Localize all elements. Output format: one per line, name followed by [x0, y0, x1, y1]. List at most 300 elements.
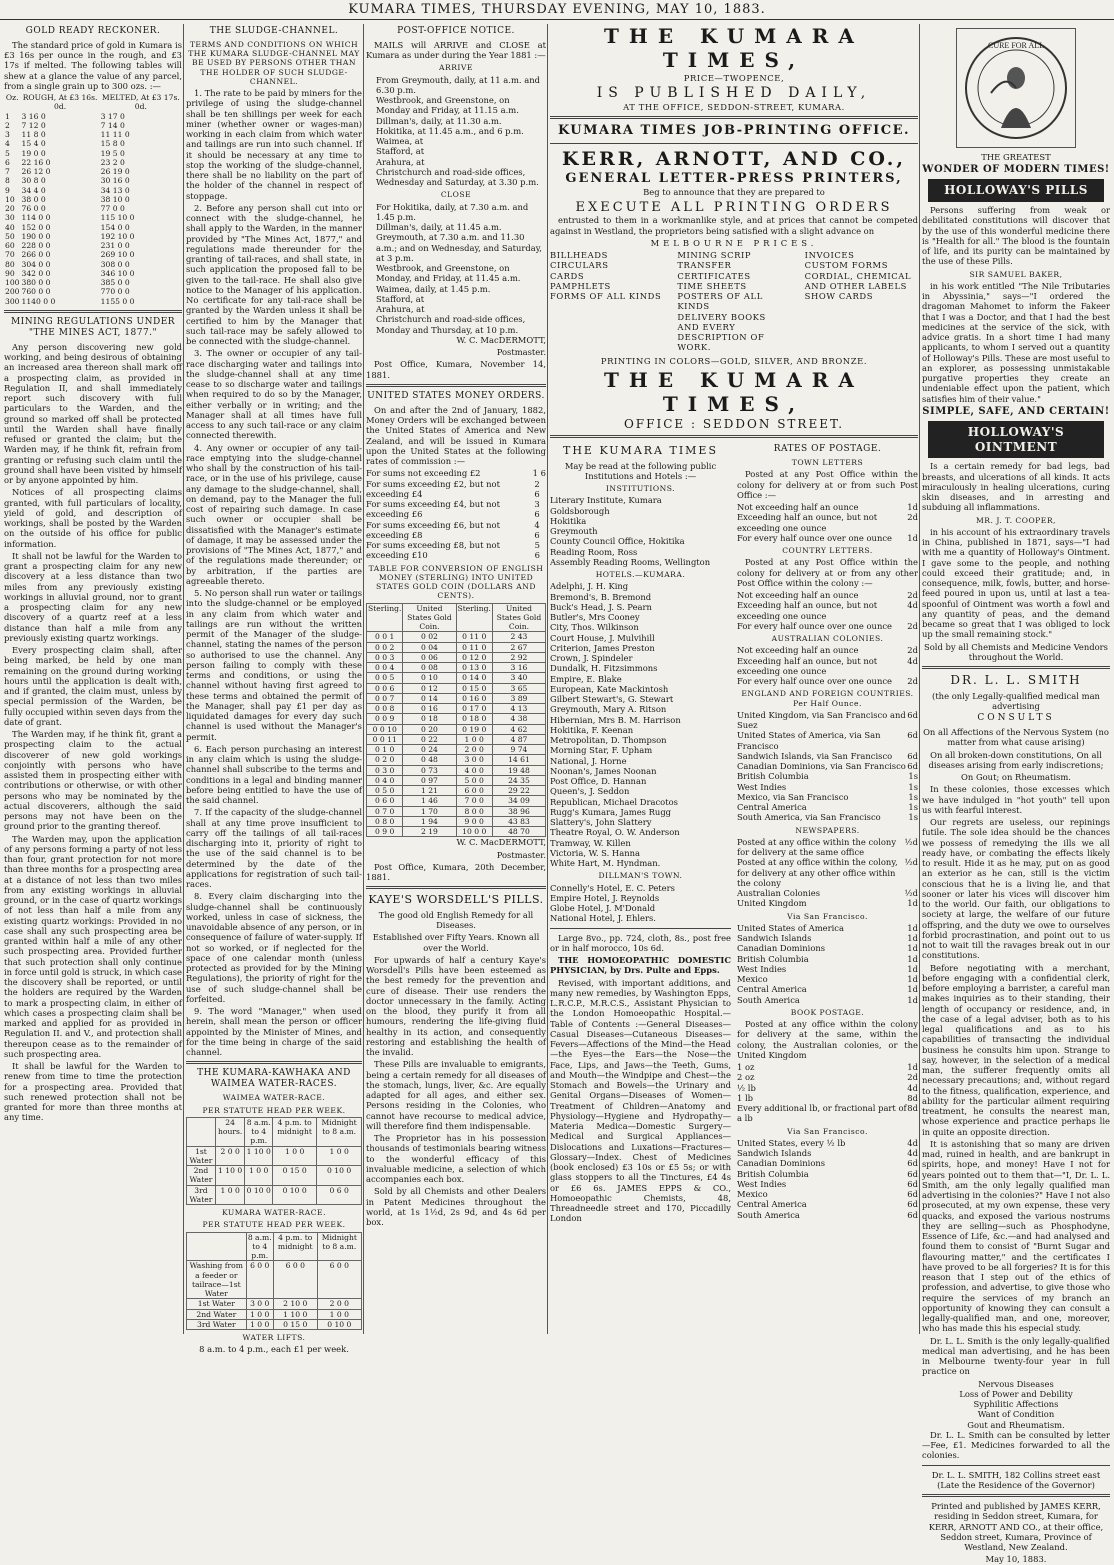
- aus-rate-value: 2d: [907, 676, 918, 687]
- conversion-row-cell: 0 0 2: [367, 642, 403, 652]
- town-rate-value: 2d: [907, 512, 918, 523]
- gold-row-cell: 9: [5, 185, 10, 195]
- kumara-race-row-cell: 3rd Water: [187, 1319, 247, 1329]
- conversion-row-cell: 1 70: [403, 806, 456, 816]
- waimea-row-cell: 0 10 0: [317, 1166, 362, 1186]
- conversion-row-cell: 4 0 0: [456, 765, 492, 775]
- melbourne-prices: MELBOURNE PRICES.: [650, 237, 818, 248]
- hotel: Republican, Michael Dracotos: [550, 796, 678, 807]
- gold-row-cell: 346 10 0: [100, 268, 135, 278]
- gold-row: [4, 232, 182, 241]
- eng-rate-label: United States of America, via San Francisco: [737, 730, 881, 751]
- kumara-race-row-cell: 1 10 0: [273, 1309, 317, 1319]
- money-order-rate-label: For sums exceeding £4, but not exceeding £6: [366, 499, 500, 520]
- kumara-per-week: PER STATUTE HEAD PER WEEK.: [202, 1220, 346, 1230]
- conversion-row-cell: 0 0 11: [367, 734, 403, 744]
- conversion-row-cell: 48 70: [492, 827, 545, 837]
- conversion-row-cell: 0 18 0: [456, 714, 492, 724]
- sf-rate-value: 1d: [907, 974, 918, 985]
- gold-row-cell: 34 13 0: [100, 185, 130, 195]
- conversion-row-cell: 4 38: [492, 714, 545, 724]
- gold-row-cell: 11 8 0: [21, 130, 46, 140]
- postage-section: [737, 442, 918, 1225]
- close-line: Christchurch and road-side offices, Monday and Thursday, at 10 p.m.: [376, 314, 526, 335]
- gold-row-cell: 7 14 0: [100, 120, 125, 130]
- baker-head: SIR SAMUEL BAKER,: [969, 269, 1063, 279]
- news-rate-value: ½d: [904, 857, 918, 868]
- sf-rate-label: Sandwich Islands: [737, 933, 812, 944]
- conversion-row: [367, 745, 546, 755]
- gold-row: [4, 167, 182, 176]
- country-text: Posted at any Post Office within the colony for delivery at or from any other Post Office within the colony :—: [737, 557, 918, 588]
- gold-row-cell: 20: [5, 204, 15, 214]
- conversion-row-cell: 0 73: [403, 765, 456, 775]
- eng-rate: [737, 792, 918, 802]
- sf2-rate-value: 6d: [907, 1158, 918, 1169]
- mining-para: Every prospecting claim shall, after being marked, be held by one man remaining on the ground during working hours until the application is dealt with, and if granted, the claim must, unless by special permission of the Warden, be fully occupied within seven days from the date of grant.: [4, 645, 182, 727]
- conversion-row-cell: 0 5 0: [367, 786, 403, 796]
- mining-text: [4, 342, 182, 1123]
- conversion-row-cell: 0 3 0: [367, 765, 403, 775]
- divider: [366, 384, 546, 387]
- job-item: AND EVERY DESCRIPTION OF WORK.: [677, 321, 765, 353]
- waimea-row: [187, 1185, 362, 1205]
- gold-row-cell: 19 5 0: [100, 148, 125, 158]
- kumara-race-table: [186, 1232, 362, 1331]
- consults: CONSULTS: [977, 713, 1055, 724]
- hotel: Queen's, J. Seddon: [550, 786, 630, 797]
- town-rate-value: 1d: [907, 502, 918, 513]
- holloway-logo: [956, 28, 1076, 148]
- divider: [4, 310, 182, 313]
- money-order-rate: [366, 499, 546, 520]
- conversion-row: [367, 734, 546, 744]
- gold-row-cell: 200: [5, 287, 20, 297]
- paper-name-2: THE KUMARA TIMES,: [604, 367, 864, 417]
- gold-row: [4, 241, 182, 250]
- book-head: BOOK POSTAGE.: [790, 1007, 865, 1017]
- firm-name: KERR, ARNOTT, AND CO.,: [562, 148, 906, 171]
- conversion-row-cell: 0 08: [403, 663, 456, 673]
- sludge-para: 3. The owner or occupier of any tail-race discharging water and tailings into the sludge-channel shall at any time cease to so discharge water and tailings when required to do so by the Manager, either verbally or in writing; and the Manager shall at all times have full access to any such tail-race or any claim connected therewith.: [186, 348, 362, 441]
- eng-rate: [737, 710, 918, 731]
- arrive-line: Arahura, at: [376, 156, 425, 167]
- job-item: CUSTOM FORMS: [804, 260, 889, 271]
- conversion-row-cell: 4 62: [492, 724, 545, 734]
- kaye-para: The Proprietor has in his possession thousands of testimonials bearing witness to the wonderful efficacy of this invaluable medicine, a selection of which accompanies each box.: [366, 1133, 546, 1185]
- sf2-rate-value: 6d: [907, 1168, 918, 1179]
- close-list: [366, 202, 546, 335]
- kumara-race-row-cell: 2 10 0: [273, 1299, 317, 1309]
- conversion-row-cell: 0 97: [403, 775, 456, 785]
- sf-rate-label: British Columbia: [737, 953, 809, 964]
- eng-rate-label: Sandwich Islands, via San Francisco: [737, 750, 893, 761]
- book-rate-label: 2 oz: [737, 1072, 755, 1083]
- gold-table: [4, 93, 182, 306]
- sf-rate-label: Central America: [737, 984, 807, 995]
- postage-title: RATES OF POSTAGE.: [773, 444, 882, 455]
- conversion-row-cell: 0 0 9: [367, 714, 403, 724]
- sf-rate-value: 1d: [907, 963, 918, 974]
- sf2-rate: [737, 1189, 918, 1199]
- job-item: POSTERS OF ALL KINDS: [677, 291, 763, 312]
- eng-rate-value: 1s: [908, 802, 918, 813]
- gold-row-cell: 40: [5, 222, 15, 232]
- sf2-rate: [737, 1148, 918, 1158]
- waimea-row-cell: 1st Water: [187, 1146, 216, 1166]
- book-rate: [737, 1062, 918, 1072]
- sludge-para: 6. Each person purchasing an interest in any claim which is using the sludge-channel shall subscribe to the terms and conditions in a legal and binding manner before being entitled to have the use of the said channel.: [186, 743, 362, 806]
- gold-row-cell: 380 0 0: [21, 278, 51, 288]
- sf-rate: [737, 943, 918, 953]
- homeo-text: Revised, with important additions, and many new remedies, by Washington Epps, L.R.C.P., M.R.C.S., Assistant Physician to the London Homoeopathic Hospital.—Table of Contents :—General Diseases—Casual Diseases—Cutaneous Diseases—Fevers—Affections of the Mind—the Head—the Eyes—the Ears—the Nose—the Face, Lips, and Jaws—the Teeth, Gums, and Mouth—the Windpipe and Chest—the Stomach and Bowels—the Urinary and Genital Organs—Diseases of Women—Treatment of Children—Anatomy and Physiology—Hygiene and Hydropathy—Materia Medica—Domestic Surgery—Medical and Surgical Appliances—Dislocations and Luxations—Fractures—Glossary—Index. Chest of Medicines (book enclosed) £3 10s or £5 5s; or with glass stoppers to all the Tinctures, £4 4s or £6 6s. JAMES EPPS & CO., Homoeopathic Chemists, 48, Threadneedle street and 170, Piccadilly London: [550, 977, 731, 1224]
- conversion-row-cell: 3 40: [492, 673, 545, 683]
- gold-row-cell: 192 10 0: [100, 231, 135, 241]
- book-rate-label: ½ lb: [737, 1082, 756, 1093]
- mining-para: The Warden may, if he think fit, grant a prospecting claim to the actual discoverer of new gold workings conjointly with persons who have assisted them in prospecting either with contributions or otherwise, or with other persons who may be nominated by the actual discoverers, although the said persons may not have been on the ground prior to the granting thereof.: [4, 729, 182, 832]
- gold-row: [4, 139, 182, 148]
- news-rate: [737, 898, 918, 908]
- imprint: Printed and published by JAMES KERR, residing in Seddon street, Kumara, for KERR, ARNOTT AND CO., at their office, Seddon street, Kumara, Province of Westland, New Zealand.: [928, 1501, 1104, 1553]
- gold-row-cell: 15 4 0: [21, 139, 46, 149]
- kumara-race-head: [187, 1232, 247, 1261]
- eng-rate: [737, 761, 918, 771]
- conversion-row: [367, 765, 546, 775]
- sf2-rate-value: 4d: [907, 1148, 918, 1159]
- arrive-list: [366, 75, 546, 188]
- holloway-ointment-banner: HOLLOWAY'S OINTMENT: [928, 421, 1104, 458]
- conversion-row-cell: 0 14 0: [456, 673, 492, 683]
- conversion-row-cell: 2 19: [403, 827, 456, 837]
- conversion-row-cell: 0 24: [403, 745, 456, 755]
- book-text: Posted at any office within the colony for delivery at the same, within the colony, the Australian colonies, or the United Kingdom: [737, 1019, 918, 1060]
- cooper-head: MR. J. T. COOPER,: [976, 515, 1056, 525]
- waimea-row-cell: 2 0 0: [215, 1146, 244, 1166]
- eng-rate: [737, 730, 918, 751]
- sf2-rate-label: Sandwich Islands: [737, 1148, 812, 1159]
- sf2-rate: [737, 1210, 918, 1220]
- book-rate-label: Every additional lb, or fractional part of a lb: [737, 1103, 907, 1124]
- dillmans-hotel: Globe Hotel, J. M'Donald: [550, 903, 656, 914]
- via-sf-2: Via San Francisco.: [787, 1126, 868, 1136]
- waimea-row-cell: 0 10 0: [245, 1185, 273, 1205]
- hotel: City, Thos. Wilkinson: [550, 622, 639, 633]
- job-item: DELIVERY BOOKS: [677, 311, 766, 322]
- divider: [366, 886, 546, 889]
- conversion-row-cell: 0 11 0: [456, 642, 492, 652]
- ill-item: Syphilitic Affections: [973, 1399, 1059, 1410]
- mining-para: The Warden may, upon the application of any persons forming a party of not less than four, grant protection for not more than three months for a prospecting area at a distance of not less than two miles from any existing workings in alluvial ground, or in the case of quartz workings of not less than half a mile from any existing quartz workings: Provided in no case shall any such prospecting area be granted within half a mile of any other such prospecting area. Provided further that such protection shall only continue in force until gold is struck, in which case the discovery shall be reported, or until the holders are required by the Warden to mark a prospecting claim, in either of which cases a prospecting claim shall be marked and applied for as provided in Regulation II. and V., and protection shall thereupon cease as to the remainder of such prospecting area.: [4, 833, 182, 1059]
- masthead: KUMARA TIMES, THURSDAY EVENING, MAY 10, 1883.: [0, 0, 1114, 20]
- eng-rate-value: 1s: [908, 791, 918, 802]
- job-item: CARDS: [550, 270, 585, 281]
- read-title: THE KUMARA TIMES: [563, 444, 718, 458]
- arrive-line: Westbrook, and Greenstone, on Monday and Friday, at 11.15 a.m.: [376, 95, 519, 116]
- conversion-row-cell: 0 10: [403, 673, 456, 683]
- hotel: Hokitika, F. Keenan: [550, 724, 634, 735]
- book-rate: [737, 1103, 918, 1124]
- conversion-row-cell: 1 46: [403, 796, 456, 806]
- conversion-row-cell: 0 15 0: [456, 683, 492, 693]
- office-address: AT THE OFFICE, SEDDON-STREET, KUMARA.: [623, 102, 845, 113]
- ill-item: Nervous Diseases: [978, 1378, 1054, 1389]
- sludge-para: 5. No person shall run water or tailings into the sludge-channel or be employed in any claim from which water and tailings are run without the written permit of the Manager of the sludge-channel, stating the names of the person so authorised to use the channel. Any person failing to comply with these terms and conditions, or using the channel without having first agreed to these terms and obtained the permit of the Manager, shall pay £1 per day as liquidated damages for every day such channel is used without the Manager's permit.: [186, 588, 362, 742]
- gold-row-cell: 3 17 0: [100, 111, 125, 121]
- sludge-title: THE SLUDGE-CHANNEL.: [209, 26, 339, 36]
- institution: Reading Room, Ross: [550, 546, 638, 557]
- job-item: SHOW CARDS: [804, 291, 874, 302]
- conversion-row-cell: 0 1 0: [367, 745, 403, 755]
- smith-address: Dr. L. L. SMITH, 182 Collins street east (Late the Residence of the Governor): [931, 1469, 1101, 1490]
- gold-row-cell: 19 0 0: [21, 148, 46, 158]
- town-rate: [737, 533, 918, 543]
- gold-row-cell: 22 16 0: [21, 157, 51, 167]
- country-rate: [737, 600, 918, 621]
- kumara-race-row-cell: 3 0 0: [246, 1299, 273, 1309]
- sf-rate-label: Mexico: [737, 974, 768, 985]
- money-order-rates: [366, 468, 546, 560]
- money-order-rate-label: For sums exceeding £8, but not exceeding £10: [366, 540, 500, 561]
- gold-row-cell: 342 0 0: [21, 268, 51, 278]
- waimea-row-cell: 2nd Water: [187, 1166, 216, 1186]
- signed-place-2: Post Office, Kumara, 20th December, 1881.: [366, 861, 546, 883]
- book-rate-value: 8d: [907, 1092, 918, 1103]
- kaye-para: Sold by all Chemists and other Dealers in Patent Medicines throughout the world, at 1s 1½d, 2s 9d, and 4s 6d per box.: [366, 1186, 546, 1228]
- sf2-rate-label: United States, every ½ lb: [737, 1137, 846, 1148]
- eng-rate-value: 6d: [907, 750, 918, 761]
- conversion-row-cell: 0 06: [403, 652, 456, 662]
- conversion-row-cell: 4 87: [492, 734, 545, 744]
- conversion-row-cell: 0 0 7: [367, 693, 403, 703]
- waimea-row-cell: 1 10 0: [215, 1166, 244, 1186]
- column-rule: [183, 24, 184, 1334]
- smith-para: Our regrets are useless, our repinings futile. The sole idea should be the chances we possess of remedying the ills we all ready have, or combating the effects likely to result. Hide it as he may, put on as good an exterior as he can, still is the victim conscious that he is a living lie, and that sooner or later his vices will discover him to the world. Our faith, our obligations to society at large, the welfare of our future offspring, and the duty we owe to ourselves forbid procrastination, and point out to us not to wait till the ravages break out in our constitutions.: [922, 817, 1110, 961]
- eng-rate: [737, 771, 918, 781]
- sf2-rate: [737, 1138, 918, 1148]
- hotel: Dundalk, H. Fitzsimmons: [550, 663, 658, 674]
- sf-rate-label: West Indies: [737, 963, 787, 974]
- gold-row: [4, 297, 182, 306]
- gold-row-cell: 5: [5, 148, 10, 158]
- gold-row-cell: 90: [5, 268, 15, 278]
- eng-rate-value: 1s: [908, 771, 918, 782]
- news-rate-label: United Kingdom: [737, 898, 807, 909]
- gold-row-cell: 266 0 0: [21, 250, 51, 260]
- wonder: WONDER OF MODERN TIMES!: [922, 164, 1110, 176]
- conversion-row-cell: 1 0 0: [456, 734, 492, 744]
- arrive-line: Waimea, at: [376, 136, 424, 147]
- gold-row: [4, 287, 182, 296]
- book-rate-label: 1 lb: [737, 1092, 754, 1103]
- conversion-row-cell: 0 20: [403, 724, 456, 734]
- sf-rate-value: 1d: [907, 994, 918, 1005]
- eng-rate-label: Mexico, via San Francisco: [737, 791, 849, 802]
- kaye-para: These Pills are invaluable to emigrants, being a certain remedy for all diseases of the stomach, lungs, liver, &c. Are equally adapted for all ages, and either sex. Persons residing in the Colonies, who cannot have recourse to medical advice, will therefore find them indispensable.: [366, 1059, 546, 1131]
- gold-row-cell: 30 8 0: [21, 176, 46, 186]
- waimea-row-cell: 1 0 0: [245, 1166, 273, 1186]
- conversion-row-cell: 5 0 0: [456, 775, 492, 785]
- homeo-title: THE HOMOEOPATHIC DOMESTIC PHYSICIAN, by Drs. Pulte and Epps.: [550, 955, 731, 976]
- hotel: Post Office, D. Hannan: [550, 776, 647, 787]
- aus-rate-value: 4d: [907, 655, 918, 666]
- beg-line: Beg to announce that they are prepared to: [643, 187, 825, 198]
- conversion-row-cell: 3 16: [492, 663, 545, 673]
- aus-rate: [737, 676, 918, 686]
- sludge-para: 9. The word "Manager," when used herein, shall mean the person or officer appointed by the Minister of Mines, and for the time being in charge of the said channel.: [186, 1006, 362, 1058]
- conversion-row-cell: 0 4 0: [367, 775, 403, 785]
- imprint-date: May 10, 1883.: [985, 1554, 1047, 1565]
- conversion-row-cell: 0 8 0: [367, 816, 403, 826]
- conversion-row-cell: 0 0 3: [367, 652, 403, 662]
- holloway-pills-banner: HOLLOWAY'S PILLS: [928, 179, 1104, 202]
- conversion-row-cell: 1 21: [403, 786, 456, 796]
- sf2-rate-value: 6d: [907, 1189, 918, 1200]
- waimea-title: WAIMEA WATER-RACE.: [222, 1093, 326, 1103]
- eng-rate-value: 1s: [908, 781, 918, 792]
- gold-row: [4, 149, 182, 158]
- conversion-row-cell: 0 17 0: [456, 704, 492, 714]
- kaye-para: For upwards of half a century Kaye's Worsdell's Pills have been esteemed as the best remedy for the prevention and cure of disease. Their use renders the doctor unnecessary in the family. Acting on the blood, they purify it from all humours, rendering the life-giving fluid healthy in its action, and consequently restoring and establishing the health of the invalid.: [366, 954, 546, 1058]
- arrive-line: Dillman's, daily, at 11.30 a.m.: [376, 115, 502, 126]
- gold-row: [4, 223, 182, 232]
- gold-row-cell: 60: [5, 241, 15, 251]
- waimea-row-cell: 1 0 0: [215, 1185, 244, 1205]
- column-post-office: [366, 24, 546, 1334]
- money-order-rate: [366, 479, 546, 500]
- arrive-head: ARRIVE: [439, 63, 473, 73]
- kumara-race-row: [187, 1309, 362, 1319]
- waimea-row: [187, 1166, 362, 1186]
- conversion-row: [367, 673, 546, 683]
- institutions-head: INSTITUTIONS.: [605, 484, 676, 494]
- country-rate-value: 2d: [907, 620, 918, 631]
- kumara-race-row-cell: 6 0 0: [273, 1261, 317, 1299]
- waimea-head: [187, 1117, 216, 1146]
- conversion-row-cell: 0 04: [403, 642, 456, 652]
- sf-rate-value: 1d: [907, 953, 918, 964]
- waimea-head: 24 hours.: [215, 1117, 244, 1146]
- town-rate-label: Not exceeding half an ounce: [737, 502, 859, 513]
- divider: [550, 143, 918, 144]
- logo-lettering: CURE FOR ALL: [987, 41, 1045, 50]
- conversion-row: [367, 827, 546, 837]
- hotel: Hibernian, Mrs B. M. Harrison: [550, 714, 681, 725]
- price: PRICE—TWOPENCE,: [683, 72, 785, 83]
- conversion-row-cell: 0 0 8: [367, 704, 403, 714]
- conversion-row-cell: 34 09: [492, 796, 545, 806]
- kaye-title: KAYE'S WORSDELL'S PILLS.: [368, 893, 544, 907]
- conversion-row-cell: 0 2 0: [367, 755, 403, 765]
- conversion-row-cell: 9 74: [492, 745, 545, 755]
- close-line: Greymouth, at 7.30 a.m. and 11.30 a.m.; and on Wednesday, and Saturday, at 3 p.m.: [376, 232, 542, 263]
- close-line: For Hokitika, daily, at 7.30 a.m. and 1.45 p.m.: [376, 201, 529, 222]
- hotel: Bremond's, B. Bremond: [550, 591, 652, 602]
- hotel: Court House, J. Mulvihill: [550, 632, 655, 643]
- simple-safe: SIMPLE, SAFE, AND CERTAIN!: [922, 405, 1110, 417]
- waimea-row-cell: 1 0 0: [317, 1146, 362, 1166]
- town-rate-value: 1d: [907, 532, 918, 543]
- money-order-rate-value: 2 6: [534, 478, 540, 499]
- gold-row-cell: 1: [5, 111, 10, 121]
- sf2-rate-label: Central America: [737, 1199, 807, 1210]
- book-rate: [737, 1083, 918, 1093]
- arrive-line: Christchurch and road-side offices, Wednesday and Saturday, at 3.30 p.m.: [376, 166, 539, 188]
- sf2-rate-value: 6d: [907, 1199, 918, 1210]
- column-rule: [363, 24, 364, 1334]
- eng-rate: [737, 812, 918, 822]
- kumara-race-title: KUMARA WATER-RACE.: [221, 1208, 327, 1218]
- smith-text: [922, 784, 1110, 1376]
- sludge-para: 4. Any owner or occupier of any tail-race emptying into the sludge-channel who shall by the construction of his tail-race, or in the use of his privilege, cause any damage to the sludge-channel, shall, on demand, pay to the Manager the full cost of repairing such damage. In case such owner or occupier shall be dissatisfied with the Manager's estimate of damage, it may be assessed under the provisions of "The Mines Act, 1877," and of the regulations made thereunder; or by arbitration, if the parties are agreeable thereto.: [186, 442, 362, 586]
- book-rate-value: 8d: [907, 1103, 918, 1114]
- sf-rate-value: 1d: [907, 933, 918, 944]
- aus-head: AUSTRALIAN COLONIES.: [771, 634, 884, 644]
- town-head: TOWN LETTERS: [791, 458, 864, 468]
- sludge-para: 8. Every claim discharging into the sludge-channel shall be continuously worked, unless in case of sickness, the unavoidable absence of any person, or in consequence of failure of water-supply. If not so worked, or if neglected for the space of one calendar month (unless protected as provided for by the Mining Regulations), the priority of right for the use of such sludge-channel shall be forfeited.: [186, 891, 362, 1004]
- eng-rate-value: 1s: [908, 812, 918, 823]
- signer: W. C. MacDERMOTT,: [456, 334, 546, 345]
- signer-2: W. C. MacDERMOTT,: [456, 837, 546, 848]
- dillmans-hotel: National Hotel, J. Ehlers.: [550, 913, 656, 924]
- gold-row-cell: 23 2 0: [100, 157, 125, 167]
- divider: [922, 1494, 1110, 1497]
- conversion-head: United States Gold Coin.: [492, 603, 545, 632]
- waimea-head: Midnight to 8 a.m.: [317, 1117, 362, 1146]
- gold-row-cell: 308 0 0: [100, 259, 130, 269]
- gold-row: [4, 195, 182, 204]
- close-line: Westbrook, and Greenstone, on Monday, and Friday, at 11.45 a.m.: [376, 263, 521, 284]
- kumara-race-row-cell: 0 15 0: [273, 1319, 317, 1329]
- eng-rate: [737, 751, 918, 761]
- sludge-subtitle: TERMS AND CONDITIONS ON WHICH THE KUMARA SLUDGE-CHANNEL MAY BE USED BY PERSONS OTHER THAN THE HOLDER OF SUCH SLUDGE-CHANNEL.: [188, 39, 360, 86]
- country-head: COUNTRY LETTERS.: [782, 546, 873, 556]
- kumara-race-row-cell: Washing from a feeder or tailrace—1st Water: [187, 1261, 247, 1299]
- money-order-rate-value: 4 6: [534, 519, 540, 540]
- column-kumara-times: [550, 24, 918, 1334]
- eng-rate: [737, 802, 918, 812]
- mining-para: Notices of all prospecting claims granted, with full particulars of locality, yield of gold, and description of workings, shall be posted by the Warden on the outside of his office for public information.: [4, 487, 182, 549]
- gold-row: [4, 112, 182, 121]
- gout: On Gout; on Rheumatism.: [961, 772, 1071, 783]
- cooper-text: in his account of his extraordinary travels in China, published in 1871, says—"I had with me a quantity of Holloway's Ointment. I gave some to the people, and nothing could exceed their gratitude; and, in consequence, milk, fowls, butter, and horse-feed poured in upon us, until at last a tea-spoonful of Ointment was worth a fowl and any quantity of peas, and the demand became so great that I was obliged to lock up the small remaining stock.": [922, 526, 1110, 640]
- conversion-row-cell: 0 0 1: [367, 632, 403, 642]
- town-rate: [737, 512, 918, 533]
- conversion-row-cell: 0 18: [403, 714, 456, 724]
- conversion-row: [367, 724, 546, 734]
- news-rate: [737, 888, 918, 898]
- close-line: Waimea, daily, at 1.45 p.m.: [376, 283, 491, 294]
- conversion-title: TABLE FOR CONVERSION OF ENGLISH MONEY (STERLING) INTO UNITED STATES GOLD COIN (DOLLARS AND CENTS).: [368, 563, 544, 601]
- via-sf: Via San Francisco.: [787, 911, 868, 921]
- hotels-head: HOTELS.—KUMARA.: [595, 570, 686, 580]
- sf2-rate-label: Mexico: [737, 1189, 768, 1200]
- gold-row-cell: 50: [5, 231, 15, 241]
- country-rate-label: Not exceeding half an ounce: [737, 590, 859, 601]
- gold-row-cell: 190 0 0: [21, 231, 51, 241]
- gold-row-cell: 76 0 0: [21, 204, 46, 214]
- kumara-race-row-cell: 1 0 0: [246, 1319, 273, 1329]
- races-title: THE KUMARA-KAWHAKA AND WAIMEA WATER-RACES.: [197, 1068, 351, 1090]
- eng-rate-value: 6d: [907, 709, 918, 720]
- gold-row-cell: 770 0 0: [100, 287, 130, 297]
- institution: Literary Institute, Kumara: [550, 495, 662, 506]
- conversion-row-cell: 3 65: [492, 683, 545, 693]
- waimea-per-week: PER STATUTE HEAD PER WEEK.: [202, 1105, 346, 1115]
- gold-row-cell: 3: [5, 130, 10, 140]
- conversion-row: [367, 786, 546, 796]
- sf-rate-label: United States of America: [737, 922, 844, 933]
- mining-para: It shall be lawful for the Warden to renew from time to time the protection for a prospecting area. Provided that such renewed protection shall not be granted for more than three months at any time.: [4, 1061, 182, 1123]
